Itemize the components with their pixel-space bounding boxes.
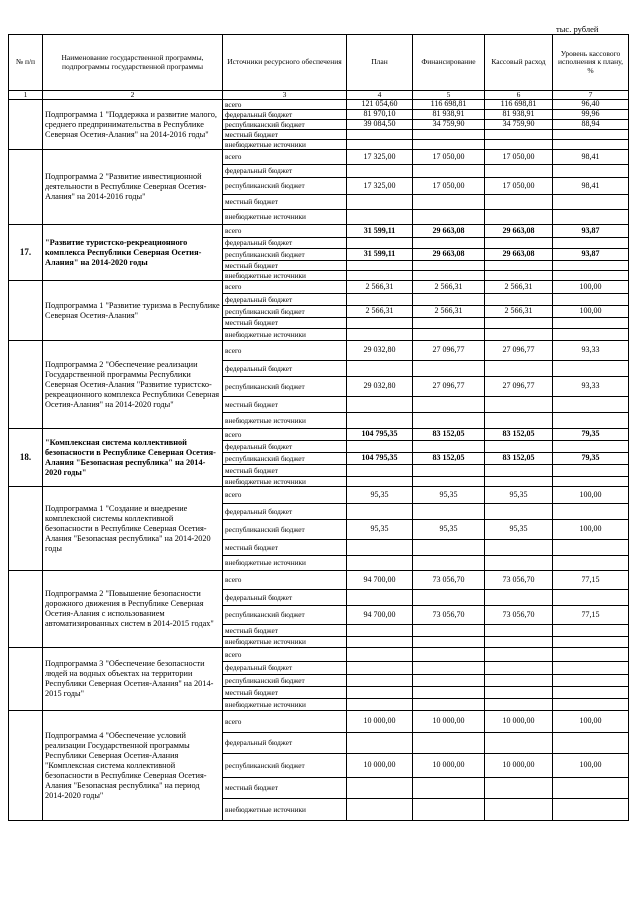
- funding-source: внебюджетные источники: [223, 477, 347, 487]
- financing-value: [413, 318, 485, 329]
- table-row: [9, 225, 629, 238]
- cash-expense-value: [485, 329, 553, 341]
- plan-value: 94 700,00: [347, 606, 413, 625]
- funding-source: всего: [223, 571, 347, 590]
- funding-source: всего: [223, 341, 347, 361]
- cash-expense-value: 95,35: [485, 487, 553, 504]
- execution-percent: 93,33: [553, 341, 629, 361]
- plan-value: 104 795,35: [347, 453, 413, 465]
- execution-percent: 99,96: [553, 110, 629, 120]
- cash-expense-value: 27 096,77: [485, 377, 553, 397]
- financing-value: [413, 540, 485, 556]
- cash-expense-value: 27 096,77: [485, 341, 553, 361]
- execution-percent: 93,33: [553, 377, 629, 397]
- funding-source: всего: [223, 100, 347, 110]
- funding-source: местный бюджет: [223, 778, 347, 799]
- execution-percent: [553, 210, 629, 225]
- funding-source: федеральный бюджет: [223, 238, 347, 249]
- budget-execution-table: [8, 34, 629, 821]
- financing-value: 81 938,91: [413, 110, 485, 120]
- financing-value: 27 096,77: [413, 377, 485, 397]
- execution-percent: [553, 687, 629, 699]
- financing-value: [413, 140, 485, 150]
- plan-value: [347, 261, 413, 271]
- execution-percent: 100,00: [553, 754, 629, 778]
- execution-percent: 77,15: [553, 571, 629, 590]
- cash-expense-value: [485, 687, 553, 699]
- cash-expense-value: [485, 318, 553, 329]
- execution-percent: [553, 733, 629, 754]
- plan-value: [347, 195, 413, 210]
- header-cell: План: [347, 35, 413, 91]
- financing-value: [413, 130, 485, 140]
- execution-percent: [553, 271, 629, 281]
- column-index: 2: [43, 91, 223, 100]
- plan-value: 29 032,80: [347, 341, 413, 361]
- plan-value: [347, 648, 413, 662]
- funding-source: местный бюджет: [223, 625, 347, 637]
- cash-expense-value: 73 056,70: [485, 606, 553, 625]
- execution-percent: 88,94: [553, 120, 629, 130]
- cash-expense-value: [485, 195, 553, 210]
- funding-source: всего: [223, 150, 347, 165]
- header-cell: Источники ресурсного обеспечения: [223, 35, 347, 91]
- plan-value: 81 970,10: [347, 110, 413, 120]
- cash-expense-value: 17 050,00: [485, 178, 553, 195]
- financing-value: 17 050,00: [413, 178, 485, 195]
- plan-value: [347, 699, 413, 711]
- financing-value: [413, 733, 485, 754]
- funding-source: местный бюджет: [223, 465, 347, 477]
- execution-percent: [553, 397, 629, 413]
- funding-source: республиканский бюджет: [223, 120, 347, 130]
- funding-source: местный бюджет: [223, 318, 347, 329]
- row-number: [9, 281, 43, 341]
- funding-source: всего: [223, 711, 347, 733]
- cash-expense-value: [485, 413, 553, 429]
- financing-value: [413, 413, 485, 429]
- funding-source: всего: [223, 429, 347, 441]
- row-number: [9, 648, 43, 711]
- execution-percent: [553, 318, 629, 329]
- plan-value: [347, 504, 413, 520]
- execution-percent: [553, 238, 629, 249]
- execution-percent: [553, 675, 629, 687]
- row-number: [9, 150, 43, 225]
- funding-source: федеральный бюджет: [223, 662, 347, 675]
- funding-source: внебюджетные источники: [223, 699, 347, 711]
- plan-value: 2 566,31: [347, 281, 413, 294]
- funding-source: внебюджетные источники: [223, 329, 347, 341]
- financing-value: 27 096,77: [413, 341, 485, 361]
- header-row: [9, 35, 629, 91]
- plan-value: 94 700,00: [347, 571, 413, 590]
- cash-expense-value: [485, 662, 553, 675]
- cash-expense-value: [485, 540, 553, 556]
- plan-value: 10 000,00: [347, 711, 413, 733]
- funding-source: местный бюджет: [223, 687, 347, 699]
- funding-source: республиканский бюджет: [223, 675, 347, 687]
- plan-value: [347, 210, 413, 225]
- row-number: 17.: [9, 225, 43, 281]
- plan-value: [347, 165, 413, 178]
- cash-expense-value: 29 663,08: [485, 249, 553, 261]
- cash-expense-value: [485, 590, 553, 606]
- execution-percent: [553, 361, 629, 377]
- table-row: [9, 281, 629, 294]
- table-row: [9, 341, 629, 361]
- cash-expense-value: [485, 504, 553, 520]
- financing-value: [413, 590, 485, 606]
- cash-expense-value: 17 050,00: [485, 150, 553, 165]
- financing-value: [413, 361, 485, 377]
- plan-value: [347, 625, 413, 637]
- financing-value: 73 056,70: [413, 606, 485, 625]
- cash-expense-value: 116 698,81: [485, 100, 553, 110]
- execution-percent: [553, 699, 629, 711]
- funding-source: федеральный бюджет: [223, 733, 347, 754]
- cash-expense-value: 2 566,31: [485, 281, 553, 294]
- plan-value: [347, 238, 413, 249]
- plan-value: [347, 590, 413, 606]
- cash-expense-value: [485, 130, 553, 140]
- funding-source: республиканский бюджет: [223, 178, 347, 195]
- funding-source: федеральный бюджет: [223, 504, 347, 520]
- plan-value: [347, 441, 413, 453]
- unit-label: тыс. рублей: [556, 24, 599, 34]
- execution-percent: [553, 261, 629, 271]
- column-index: 3: [223, 91, 347, 100]
- header-cell: Кассовый расход: [485, 35, 553, 91]
- execution-percent: [553, 329, 629, 341]
- financing-value: [413, 504, 485, 520]
- plan-value: 2 566,31: [347, 306, 413, 318]
- financing-value: [413, 465, 485, 477]
- cash-expense-value: [485, 477, 553, 487]
- financing-value: 10 000,00: [413, 711, 485, 733]
- funding-source: федеральный бюджет: [223, 441, 347, 453]
- funding-source: всего: [223, 225, 347, 238]
- cash-expense-value: [485, 556, 553, 571]
- funding-source: федеральный бюджет: [223, 294, 347, 306]
- financing-value: 95,35: [413, 487, 485, 504]
- financing-value: [413, 441, 485, 453]
- column-index-row: [9, 91, 629, 100]
- execution-percent: [553, 625, 629, 637]
- execution-percent: [553, 540, 629, 556]
- cash-expense-value: [485, 238, 553, 249]
- cash-expense-value: 34 759,90: [485, 120, 553, 130]
- plan-value: 10 000,00: [347, 754, 413, 778]
- plan-value: 95,35: [347, 520, 413, 540]
- row-number: [9, 341, 43, 429]
- funding-source: республиканский бюджет: [223, 453, 347, 465]
- execution-percent: 100,00: [553, 711, 629, 733]
- cash-expense-value: [485, 140, 553, 150]
- financing-value: 95,35: [413, 520, 485, 540]
- execution-percent: [553, 662, 629, 675]
- financing-value: [413, 675, 485, 687]
- execution-percent: [553, 556, 629, 571]
- execution-percent: [553, 195, 629, 210]
- plan-value: [347, 397, 413, 413]
- funding-source: внебюджетные источники: [223, 637, 347, 648]
- cash-expense-value: [485, 637, 553, 648]
- header-cell: Наименование государственной программы, подпрограммы государственной программы: [43, 35, 223, 91]
- financing-value: 83 152,05: [413, 429, 485, 441]
- funding-source: республиканский бюджет: [223, 606, 347, 625]
- financing-value: 73 056,70: [413, 571, 485, 590]
- execution-percent: 100,00: [553, 520, 629, 540]
- plan-value: [347, 799, 413, 821]
- plan-value: [347, 675, 413, 687]
- financing-value: [413, 625, 485, 637]
- financing-value: 10 000,00: [413, 754, 485, 778]
- funding-source: внебюджетные источники: [223, 413, 347, 429]
- execution-percent: 77,15: [553, 606, 629, 625]
- cash-expense-value: 83 152,05: [485, 429, 553, 441]
- financing-value: [413, 261, 485, 271]
- table-row: [9, 100, 629, 110]
- cash-expense-value: [485, 733, 553, 754]
- cash-expense-value: [485, 699, 553, 711]
- financing-value: [413, 778, 485, 799]
- row-number: [9, 571, 43, 648]
- funding-source: республиканский бюджет: [223, 306, 347, 318]
- cash-expense-value: [485, 675, 553, 687]
- table-row: [9, 150, 629, 165]
- execution-percent: 100,00: [553, 281, 629, 294]
- plan-value: [347, 361, 413, 377]
- cash-expense-value: 81 938,91: [485, 110, 553, 120]
- financing-value: [413, 329, 485, 341]
- program-name: "Комплексная система коллективной безопасности в Республике Северная Осетия-Алания "Безопасная республика" на 2014-2020 годы": [43, 429, 223, 487]
- funding-source: местный бюджет: [223, 540, 347, 556]
- table-row: [9, 429, 629, 441]
- execution-percent: [553, 441, 629, 453]
- plan-value: 121 054,60: [347, 100, 413, 110]
- cash-expense-value: [485, 648, 553, 662]
- cash-expense-value: [485, 799, 553, 821]
- cash-expense-value: 10 000,00: [485, 754, 553, 778]
- execution-percent: [553, 130, 629, 140]
- financing-value: [413, 477, 485, 487]
- execution-percent: 100,00: [553, 487, 629, 504]
- financing-value: [413, 687, 485, 699]
- column-index: 7: [553, 91, 629, 100]
- execution-percent: [553, 590, 629, 606]
- execution-percent: [553, 648, 629, 662]
- execution-percent: [553, 778, 629, 799]
- column-index: 5: [413, 91, 485, 100]
- plan-value: [347, 637, 413, 648]
- plan-value: [347, 294, 413, 306]
- plan-value: 17 325,00: [347, 178, 413, 195]
- funding-source: внебюджетные источники: [223, 140, 347, 150]
- cash-expense-value: 95,35: [485, 520, 553, 540]
- plan-value: [347, 465, 413, 477]
- table-row: [9, 487, 629, 504]
- execution-percent: 98,41: [553, 150, 629, 165]
- funding-source: федеральный бюджет: [223, 361, 347, 377]
- cash-expense-value: 73 056,70: [485, 571, 553, 590]
- plan-value: [347, 733, 413, 754]
- financing-value: [413, 637, 485, 648]
- column-index: 6: [485, 91, 553, 100]
- execution-percent: [553, 140, 629, 150]
- cash-expense-value: 10 000,00: [485, 711, 553, 733]
- funding-source: всего: [223, 487, 347, 504]
- financing-value: [413, 210, 485, 225]
- financing-value: [413, 165, 485, 178]
- cash-expense-value: [485, 465, 553, 477]
- program-name: Подпрограмма 2 "Развитие инвестиционной деятельности в Республике Северная Осетия-Алания" на 2014-2016 годы": [43, 150, 223, 225]
- cash-expense-value: 83 152,05: [485, 453, 553, 465]
- execution-percent: 100,00: [553, 306, 629, 318]
- plan-value: 39 084,50: [347, 120, 413, 130]
- header-cell: Уровень кассового исполнения к плану, %: [553, 35, 629, 91]
- execution-percent: [553, 477, 629, 487]
- financing-value: 29 663,08: [413, 249, 485, 261]
- plan-value: [347, 413, 413, 429]
- plan-value: [347, 662, 413, 675]
- execution-percent: 93,87: [553, 249, 629, 261]
- funding-source: местный бюджет: [223, 130, 347, 140]
- funding-source: республиканский бюджет: [223, 377, 347, 397]
- execution-percent: 96,40: [553, 100, 629, 110]
- cash-expense-value: [485, 361, 553, 377]
- program-name: "Развитие туристско-рекреационного комплекса Республики Северная Осетия-Алания" на 2014-2020 годы: [43, 225, 223, 281]
- funding-source: республиканский бюджет: [223, 249, 347, 261]
- financing-value: 2 566,31: [413, 306, 485, 318]
- plan-value: [347, 687, 413, 699]
- cash-expense-value: [485, 261, 553, 271]
- table-body: [9, 100, 629, 821]
- funding-source: внебюджетные источники: [223, 210, 347, 225]
- financing-value: [413, 648, 485, 662]
- funding-source: внебюджетные источники: [223, 799, 347, 821]
- header-cell: № п/п: [9, 35, 43, 91]
- execution-percent: 79,35: [553, 453, 629, 465]
- plan-value: 31 599,11: [347, 225, 413, 238]
- cash-expense-value: [485, 778, 553, 799]
- cash-expense-value: [485, 165, 553, 178]
- financing-value: [413, 799, 485, 821]
- funding-source: федеральный бюджет: [223, 590, 347, 606]
- financing-value: [413, 699, 485, 711]
- financing-value: [413, 294, 485, 306]
- financing-value: [413, 271, 485, 281]
- financing-value: 34 759,90: [413, 120, 485, 130]
- program-name: Подпрограмма 1 "Поддержка и развитие малого, среднего предпринимательства в Республике Северная Осетия-Алания" на 2014-2016 годы": [43, 100, 223, 150]
- plan-value: [347, 271, 413, 281]
- program-name: Подпрограмма 1 "Развитие туризма в Республике Северная Осетия-Алания": [43, 281, 223, 341]
- header-cell: Финансирование: [413, 35, 485, 91]
- row-number: [9, 100, 43, 150]
- financing-value: [413, 662, 485, 675]
- program-name: Подпрограмма 1 "Создание и внедрение комплексной системы коллективной безопасности в Республике Северная Осетия-Алания "Безопасная республика" на 2014-2020 годы: [43, 487, 223, 571]
- financing-value: 116 698,81: [413, 100, 485, 110]
- plan-value: [347, 540, 413, 556]
- funding-source: республиканский бюджет: [223, 754, 347, 778]
- execution-percent: [553, 504, 629, 520]
- column-index: 1: [9, 91, 43, 100]
- execution-percent: 98,41: [553, 178, 629, 195]
- funding-source: местный бюджет: [223, 195, 347, 210]
- execution-percent: [553, 413, 629, 429]
- plan-value: [347, 140, 413, 150]
- cash-expense-value: [485, 441, 553, 453]
- funding-source: всего: [223, 281, 347, 294]
- execution-percent: [553, 637, 629, 648]
- funding-source: республиканский бюджет: [223, 520, 347, 540]
- row-number: [9, 487, 43, 571]
- financing-value: [413, 238, 485, 249]
- financing-value: 29 663,08: [413, 225, 485, 238]
- plan-value: [347, 778, 413, 799]
- plan-value: 95,35: [347, 487, 413, 504]
- plan-value: 31 599,11: [347, 249, 413, 261]
- program-name: Подпрограмма 2 "Повышение безопасности дорожного движения в Республике Северная Осетия-Алания с использованием автоматизированных систем в 2014-2015 годах": [43, 571, 223, 648]
- funding-source: федеральный бюджет: [223, 110, 347, 120]
- financing-value: [413, 397, 485, 413]
- execution-percent: [553, 165, 629, 178]
- financing-value: 83 152,05: [413, 453, 485, 465]
- execution-percent: [553, 799, 629, 821]
- program-name: Подпрограмма 4 "Обеспечение условий реализации Государственной программы Республики Северная Осетия-Алания "Комплексная система коллективной безопасности в Республике Северная Осетия-Алания "Безопасная республика" на период 2014-2020 годы": [43, 711, 223, 821]
- row-number: [9, 711, 43, 821]
- plan-value: [347, 318, 413, 329]
- execution-percent: [553, 465, 629, 477]
- financing-value: [413, 195, 485, 210]
- funding-source: федеральный бюджет: [223, 165, 347, 178]
- funding-source: местный бюджет: [223, 397, 347, 413]
- plan-value: [347, 556, 413, 571]
- plan-value: 104 795,35: [347, 429, 413, 441]
- funding-source: внебюджетные источники: [223, 271, 347, 281]
- financing-value: [413, 556, 485, 571]
- column-index: 4: [347, 91, 413, 100]
- cash-expense-value: [485, 294, 553, 306]
- cash-expense-value: [485, 397, 553, 413]
- cash-expense-value: 2 566,31: [485, 306, 553, 318]
- plan-value: [347, 329, 413, 341]
- program-name: Подпрограмма 2 "Обеспечение реализации Государственной программы Республики Северная Осетия-Алания "Развитие туристско-рекреационного комплекса Республики Северная Осетия-Алания" на 2014-2020 годы": [43, 341, 223, 429]
- plan-value: 29 032,80: [347, 377, 413, 397]
- financing-value: 2 566,31: [413, 281, 485, 294]
- plan-value: [347, 130, 413, 140]
- cash-expense-value: [485, 625, 553, 637]
- table-row: [9, 711, 629, 733]
- plan-value: [347, 477, 413, 487]
- cash-expense-value: 29 663,08: [485, 225, 553, 238]
- row-number: 18.: [9, 429, 43, 487]
- funding-source: всего: [223, 648, 347, 662]
- execution-percent: [553, 294, 629, 306]
- funding-source: местный бюджет: [223, 261, 347, 271]
- table-row: [9, 648, 629, 662]
- cash-expense-value: [485, 210, 553, 225]
- table-row: [9, 571, 629, 590]
- plan-value: 17 325,00: [347, 150, 413, 165]
- cash-expense-value: [485, 271, 553, 281]
- execution-percent: 93,87: [553, 225, 629, 238]
- program-name: Подпрограмма 3 "Обеспечение безопасности людей на водных объектах на территории Республики Северная Осетия-Алания" на 2014-2015 годы": [43, 648, 223, 711]
- financing-value: 17 050,00: [413, 150, 485, 165]
- execution-percent: 79,35: [553, 429, 629, 441]
- funding-source: внебюджетные источники: [223, 556, 347, 571]
